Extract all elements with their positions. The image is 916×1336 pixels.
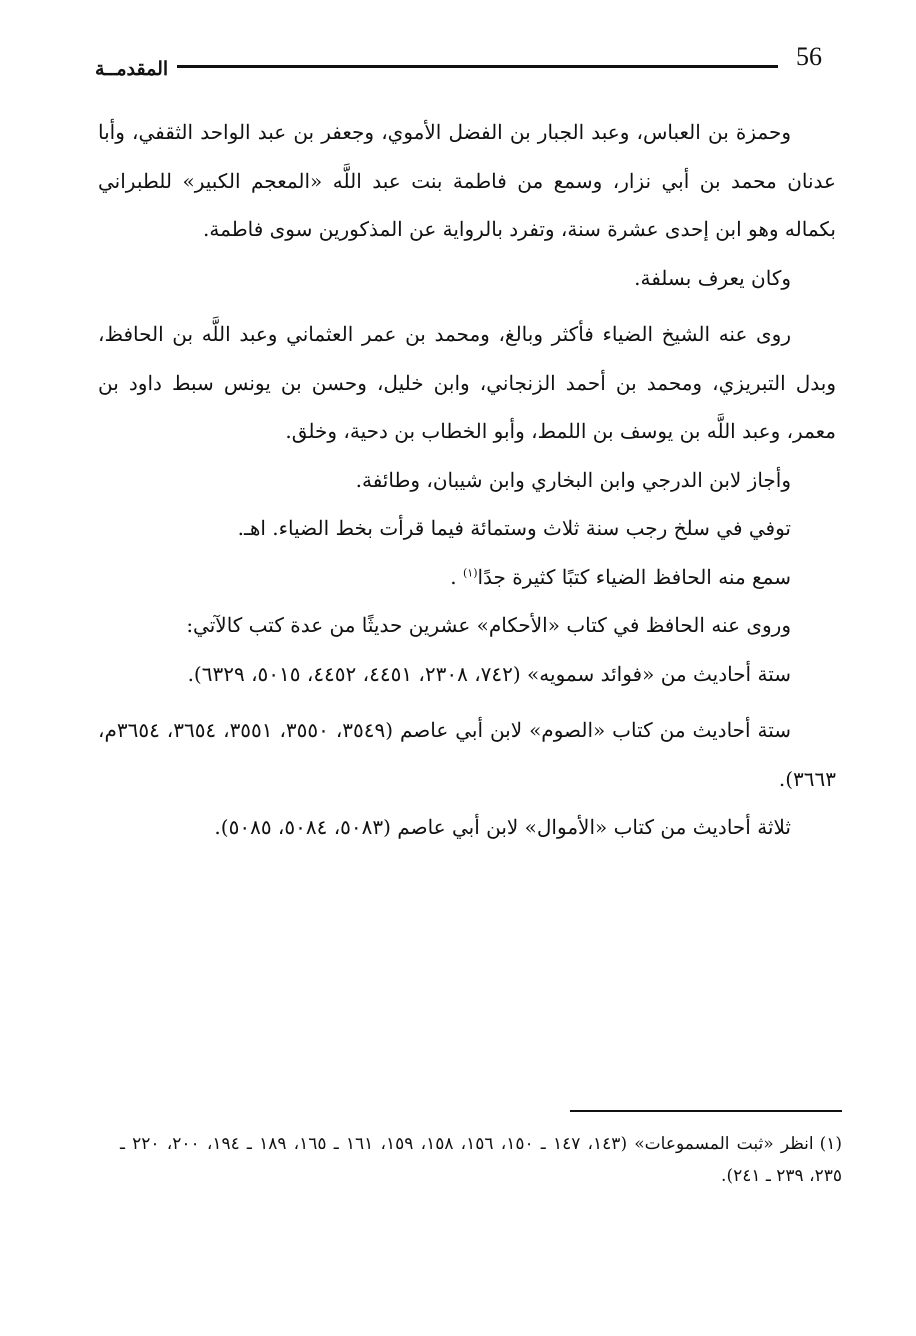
page-number: 56: [796, 42, 822, 71]
paragraph: روى عنه الشيخ الضياء فأكثر وبالغ، ومحمد بن عمر العثماني وعبد اللَّه بن الحافظ، وبدل التبريزي، ومحمد بن أحمد الزنجاني، وابن خليل، وحسن بن يونس سبط داود بن معمر، وعبد اللَّه بن يوسف بن اللمط، وأبو الخطاب بن دحية، وخلق.: [98, 322, 836, 443]
paragraph-end-mark: .: [450, 564, 457, 589]
main-text: [98, 108, 836, 852]
paragraph: ثلاثة أحاديث من كتاب «الأموال» لابن أبي عاصم (٥٠٨٣، ٥٠٨٤، ٥٠٨٥).: [214, 815, 791, 839]
paragraph: ستة أحاديث من «فوائد سمويه» (٧٤٢، ٢٣٠٨، ٤٤٥١، ٤٤٥٢، ٥٠١٥، ٦٣٢٩).: [187, 661, 791, 686]
paragraph: توفي في سلخ رجب سنة ثلاث وستمائة فيما قرأت بخط الضياء. اهـ.: [237, 516, 791, 540]
page-header: [95, 40, 830, 90]
paragraph-with-footnote: [98, 553, 836, 602]
footnote: [120, 1128, 842, 1192]
footnote-reference[interactable]: (١): [462, 565, 478, 579]
footnote-text: انظر «ثبت المسموعات» (١٤٣، ١٤٧ ـ ١٥٠، ١٥٦، ١٥٨، ١٥٩، ١٦١ ـ ١٦٥، ١٨٩ ـ ١٩٤، ٢٠٠، ٢٢٠ ـ ٢٣٥، ٢٣٩ ـ ٢٤١).: [120, 1134, 842, 1186]
footnotes: [120, 1128, 842, 1192]
paragraph: وكان يعرف بسلفة.: [634, 265, 791, 290]
paragraph: وروى عنه الحافظ في كتاب «الأحكام» عشرين حديثًا من عدة كتب كالآتي:: [186, 613, 791, 637]
footnote-rule: [570, 1110, 842, 1112]
paragraph-text: سمع منه الحافظ الضياء كتبًا كثيرة جدًا: [477, 564, 791, 589]
footnote-number: (١): [819, 1134, 843, 1154]
header-rule: [177, 65, 778, 68]
section-title: المقدمــة: [95, 58, 169, 80]
paragraph: وحمزة بن العباس، وعبد الجبار بن الفضل الأموي، وجعفر بن عبد الواحد الثقفي، وأبا عدنان محمد بن أبي نزار، وسمع من فاطمة بنت عبد اللَّه «المعجم الكبير» للطبراني بكماله وهو ابن إحدى عشرة سنة، وتفرد بالرواية عن المذكورين سوى فاطمة.: [98, 120, 836, 241]
paragraph: وأجاز لابن الدرجي وابن البخاري وابن شيبان، وطائفة.: [355, 467, 791, 492]
paragraph: ستة أحاديث من كتاب «الصوم» لابن أبي عاصم (٣٥٤٩، ٣٥٥٠، ٣٥٥١، ٣٦٥٤، ٣٦٥٤م، ٣٦٦٣).: [98, 718, 836, 791]
